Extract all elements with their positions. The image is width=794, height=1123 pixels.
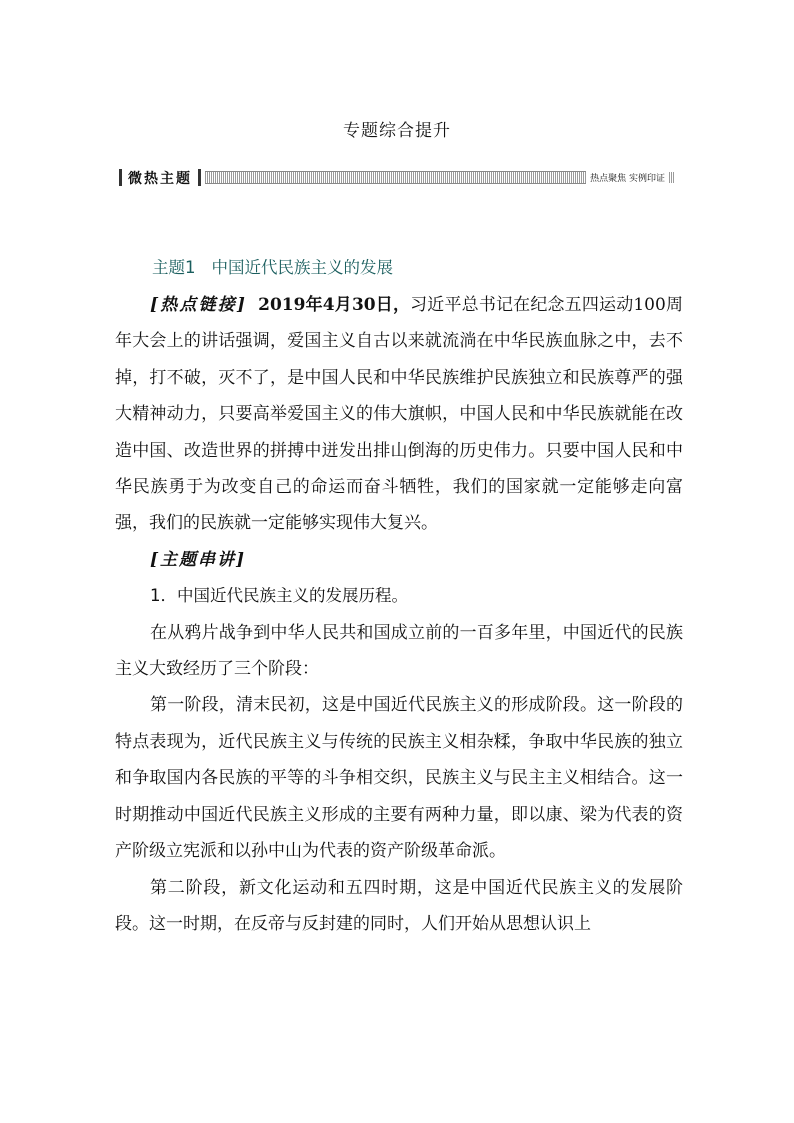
banner-separator bbox=[198, 169, 201, 186]
banner-hatch-end bbox=[669, 172, 675, 183]
theme-title: 中国近代民族主义的发展 bbox=[211, 258, 393, 277]
theme-series-label-paragraph bbox=[115, 542, 683, 578]
section-item-1-text: 1．中国近代民族主义的发展历程。 bbox=[150, 586, 408, 606]
banner-tag: 热点聚焦 实例印证 bbox=[586, 171, 669, 184]
document-body bbox=[115, 287, 683, 942]
section-item-1 bbox=[115, 578, 683, 614]
hotspot-text: 习近平总书记在纪念五四运动100周年大会上的讲话强调，爱国主义自古以来就流淌在中华民族血脉之中，去不掉，打不破，灭不了，是中国人民和中华民族维护民族独立和民族尊严的强大精神动力，只要高举爱国主义的伟大旗帜，中国人民和中华民族就能在改造中国、改造世界的拼搏中迸发出排山倒海的历史伟力。只要中国人民和中华民族勇于为改变自己的命运而奋斗牺牲，我们的国家就一定能够走向富强，我们的民族就一定能够实现伟大复兴。 bbox=[115, 295, 683, 534]
theme-series-label: [主题串讲] bbox=[150, 549, 247, 570]
banner-hatch-pattern bbox=[205, 171, 586, 184]
body-paragraph: 在从鸦片战争到中华人民共和国成立前的一百多年里，中国近代的民族主义大致经历了三个阶段： bbox=[115, 622, 683, 680]
theme-number: 主题1 bbox=[152, 258, 196, 277]
banner-label: 微热主题 bbox=[128, 170, 192, 187]
theme-heading bbox=[152, 254, 393, 278]
hotspot-paragraph bbox=[115, 287, 683, 542]
hotspot-label: [热点链接] bbox=[150, 295, 247, 315]
body-paragraph: 第一阶段，清末民初，这是中国近代民族主义的形成阶段。这一阶段的特点表现为，近代民族主义与传统的民族主义相杂糅，争取中华民族的独立和争取国内各民族的平等的斗争相交织，民族主义与民主主义相结合。这一时期推动中国近代民族主义形成的主要有两种力量，即以康、梁为代表的资产阶级立宪派和以孙中山为代表的资产阶级革命派。 bbox=[115, 695, 683, 862]
hotspot-date: 2019年4月30日， bbox=[258, 295, 411, 315]
section-banner bbox=[119, 169, 675, 186]
body-paragraph: 第二阶段，新文化运动和五四时期，这是中国近代民族主义的发展阶段。这一时期，在反帝与反封建的同时，人们开始从思想认识上 bbox=[115, 877, 683, 934]
page-title: 专题综合提升 bbox=[343, 121, 451, 141]
